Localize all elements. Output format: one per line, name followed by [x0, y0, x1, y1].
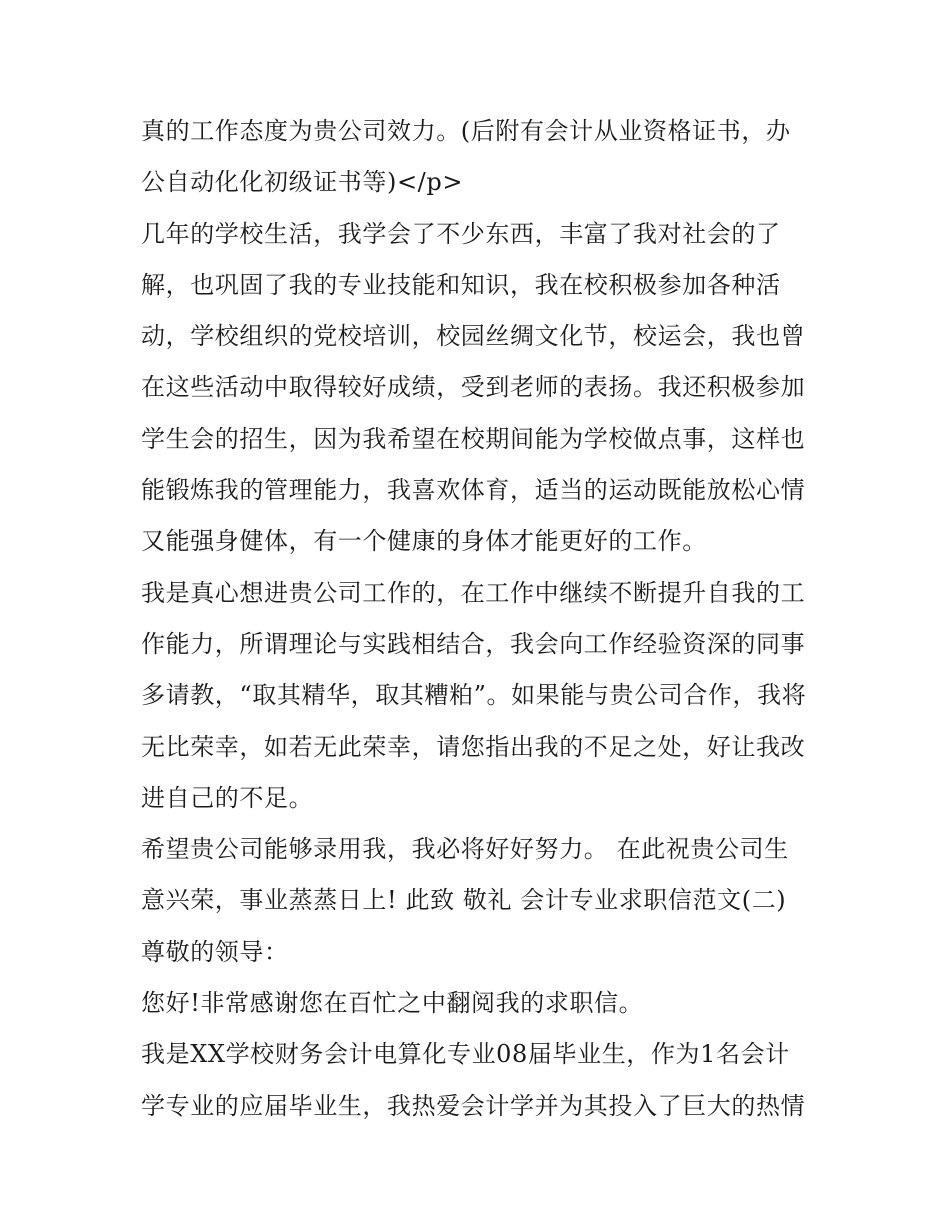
text-line: 学生会的招生，因为我希望在校期间能为学校做点事，这样也 [141, 424, 806, 453]
text-line: 我是XX学校财务会计电算化专业08届毕业生，作为1名会计 [141, 1040, 790, 1069]
text-line: 真的工作态度为贵公司效力。(后附有会计从业资格证书，办 [141, 117, 791, 145]
text-line: 作能力，所谓理论与实践相结合，我会向工作经验资深的同事 [141, 629, 806, 658]
text-line: 意兴荣，事业蒸蒸日上! 此致 敬礼 会计专业求职信范文(二) [141, 886, 787, 915]
text-line: 在这些活动中取得较好成绩，受到老师的表扬。我还积极参加 [141, 373, 806, 402]
text-line: 进自己的不足。 [141, 783, 314, 812]
text-line: 又能强身健体，有一个健康的身体才能更好的工作。 [141, 527, 707, 556]
text-line: 多请教，“取其精华，取其糟粕”。如果能与贵公司合作，我将 [141, 681, 807, 710]
text-line: 尊敬的领导： [141, 937, 289, 966]
document-body [141, 106, 821, 1132]
text-line: 动，学校组织的党校培训，校园丝绸文化节，校运会，我也曾 [141, 322, 806, 351]
text-line: 学专业的应届毕业生，我热爱会计学并为其投入了巨大的热情 [141, 1091, 806, 1120]
text-line: 几年的学校生活，我学会了不少东西，丰富了我对社会的了 [141, 219, 781, 248]
text-line: 希望贵公司能够录用我，我必将好好努力。 在此祝贵公司生 [141, 835, 789, 864]
text-line: 我是真心想进贵公司工作的，在工作中继续不断提升自我的工 [141, 578, 806, 607]
text-line: 无比荣幸，如若无此荣幸，请您指出我的不足之处，好让我改 [141, 732, 806, 761]
text-line: 您好!非常感谢您在百忙之中翻阅我的求职信。 [141, 989, 644, 1018]
text-line: 公自动化化初级证书等)</p> [141, 168, 464, 197]
text-line: 解，也巩固了我的专业技能和知识，我在校积极参加各种活 [141, 270, 781, 299]
text-line: 能锻炼我的管理能力，我喜欢体育，适当的运动既能放松心情 [141, 476, 806, 505]
